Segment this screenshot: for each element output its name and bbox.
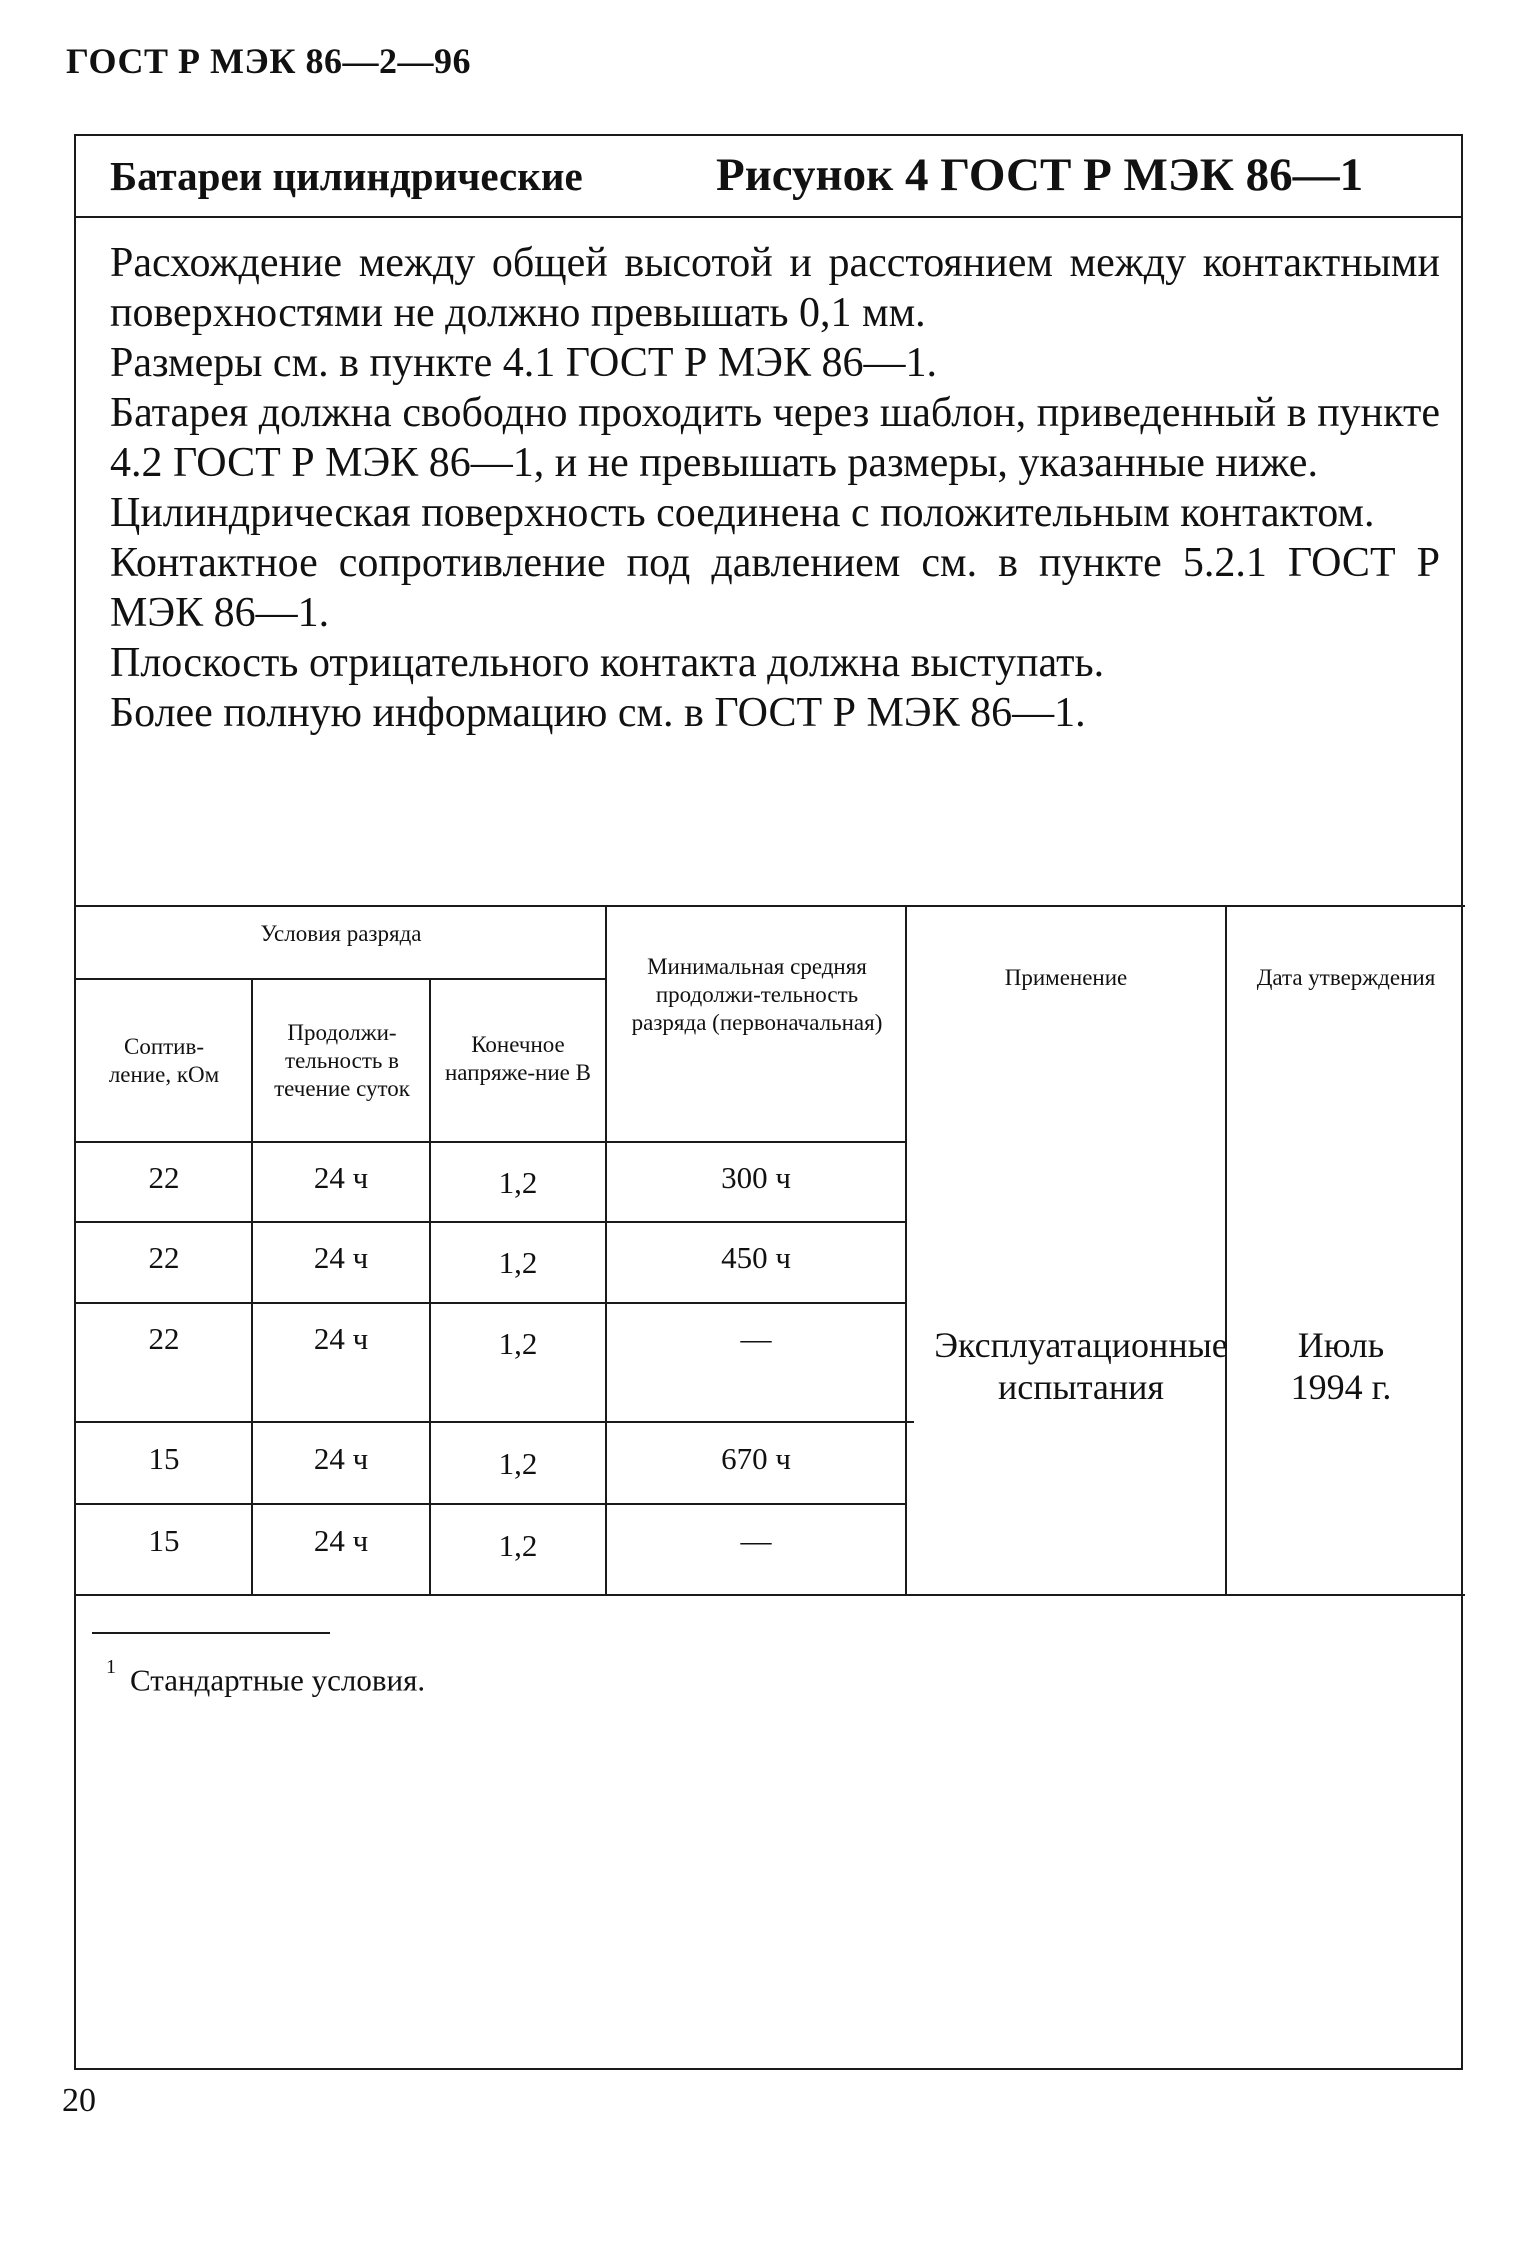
table-cell-min-duration: —: [740, 1523, 772, 1558]
description-paragraph: Плоскость отрицательного контакта должна выступать.: [110, 640, 1105, 686]
table-cell-duration: 24 ч: [313, 1321, 369, 1356]
header-min-duration: Минимальная средняя продолжи-тельность разряда (первоначальная): [631, 954, 883, 1035]
table-cell-resistance: 15: [148, 1441, 180, 1476]
description-paragraph: Расхождение между общей высотой и расстоянием между контактными поверхностями не должно превышать 0,1 мм.: [110, 240, 1440, 336]
application-cell: Эксплуатационные испытания: [934, 1325, 1228, 1407]
table-cell-min-duration: 300 ч: [721, 1160, 791, 1195]
header-application: Применение: [1004, 965, 1128, 990]
title-right: Рисунок 4 ГОСТ Р МЭК 86—1: [716, 149, 1364, 201]
header-end-voltage: Конечное напряже-ние В: [445, 1032, 591, 1085]
table-cell-end-voltage: 1,2: [498, 1446, 538, 1481]
footnote: [106, 1656, 426, 1698]
table-cell-duration: 24 ч: [313, 1441, 369, 1476]
description-paragraph: Контактное сопротивление под давлением см. в пункте 5.2.1 ГОСТ Р МЭК 86—1.: [110, 540, 1440, 636]
title-left: Батареи цилиндрические: [110, 153, 583, 199]
description-paragraph: Более полную информацию см. в ГОСТ Р МЭК 86—1.: [110, 690, 1086, 736]
table-cell-duration: 24 ч: [313, 1523, 369, 1558]
table-cell-end-voltage: 1,2: [498, 1326, 538, 1361]
footnote-marker: 1: [106, 1656, 116, 1678]
description-paragraph: Батарея должна свободно проходить через шаблон, приведенный в пункте 4.2 ГОСТ Р МЭК 86—1, и не превышать размеры, указанные ниже.: [110, 390, 1440, 486]
page-header: ГОСТ Р МЭК 86—2—96: [66, 41, 471, 81]
table-cell-min-duration: 450 ч: [721, 1240, 791, 1275]
page-number: 20: [62, 2082, 96, 2119]
table-cell-duration: 24 ч: [313, 1160, 369, 1195]
table-cell-end-voltage: 1,2: [498, 1165, 538, 1200]
description-paragraph: Цилиндрическая поверхность соединена с положительным контактом.: [110, 490, 1375, 536]
standard-frame: [74, 134, 1463, 2070]
table-cell-min-duration: —: [740, 1321, 772, 1356]
header-approval-date: Дата утверждения: [1256, 965, 1436, 990]
table-cell-end-voltage: 1,2: [498, 1245, 538, 1280]
footnote-rule: [92, 1632, 330, 1634]
header-duration: Продолжи-тельность в течение суток: [274, 1020, 410, 1101]
header-discharge-conditions: Условия разряда: [260, 921, 422, 946]
header-resistance: Соптив-ление, кОм: [108, 1034, 220, 1087]
footnote-text: Стандартные условия.: [130, 1662, 426, 1698]
table-cell-duration: 24 ч: [313, 1240, 369, 1275]
description-paragraph: Размеры см. в пункте 4.1 ГОСТ Р МЭК 86—1.: [110, 340, 937, 386]
table-cell-end-voltage: 1,2: [498, 1528, 538, 1563]
table-cell-resistance: 22: [148, 1321, 180, 1356]
approval-date-cell: Июль 1994 г.: [1290, 1325, 1392, 1407]
table-cell-min-duration: 670 ч: [721, 1441, 791, 1476]
table-cell-resistance: 22: [148, 1240, 180, 1275]
table-cell-resistance: 22: [148, 1160, 180, 1195]
table-cell-resistance: 15: [148, 1523, 180, 1558]
